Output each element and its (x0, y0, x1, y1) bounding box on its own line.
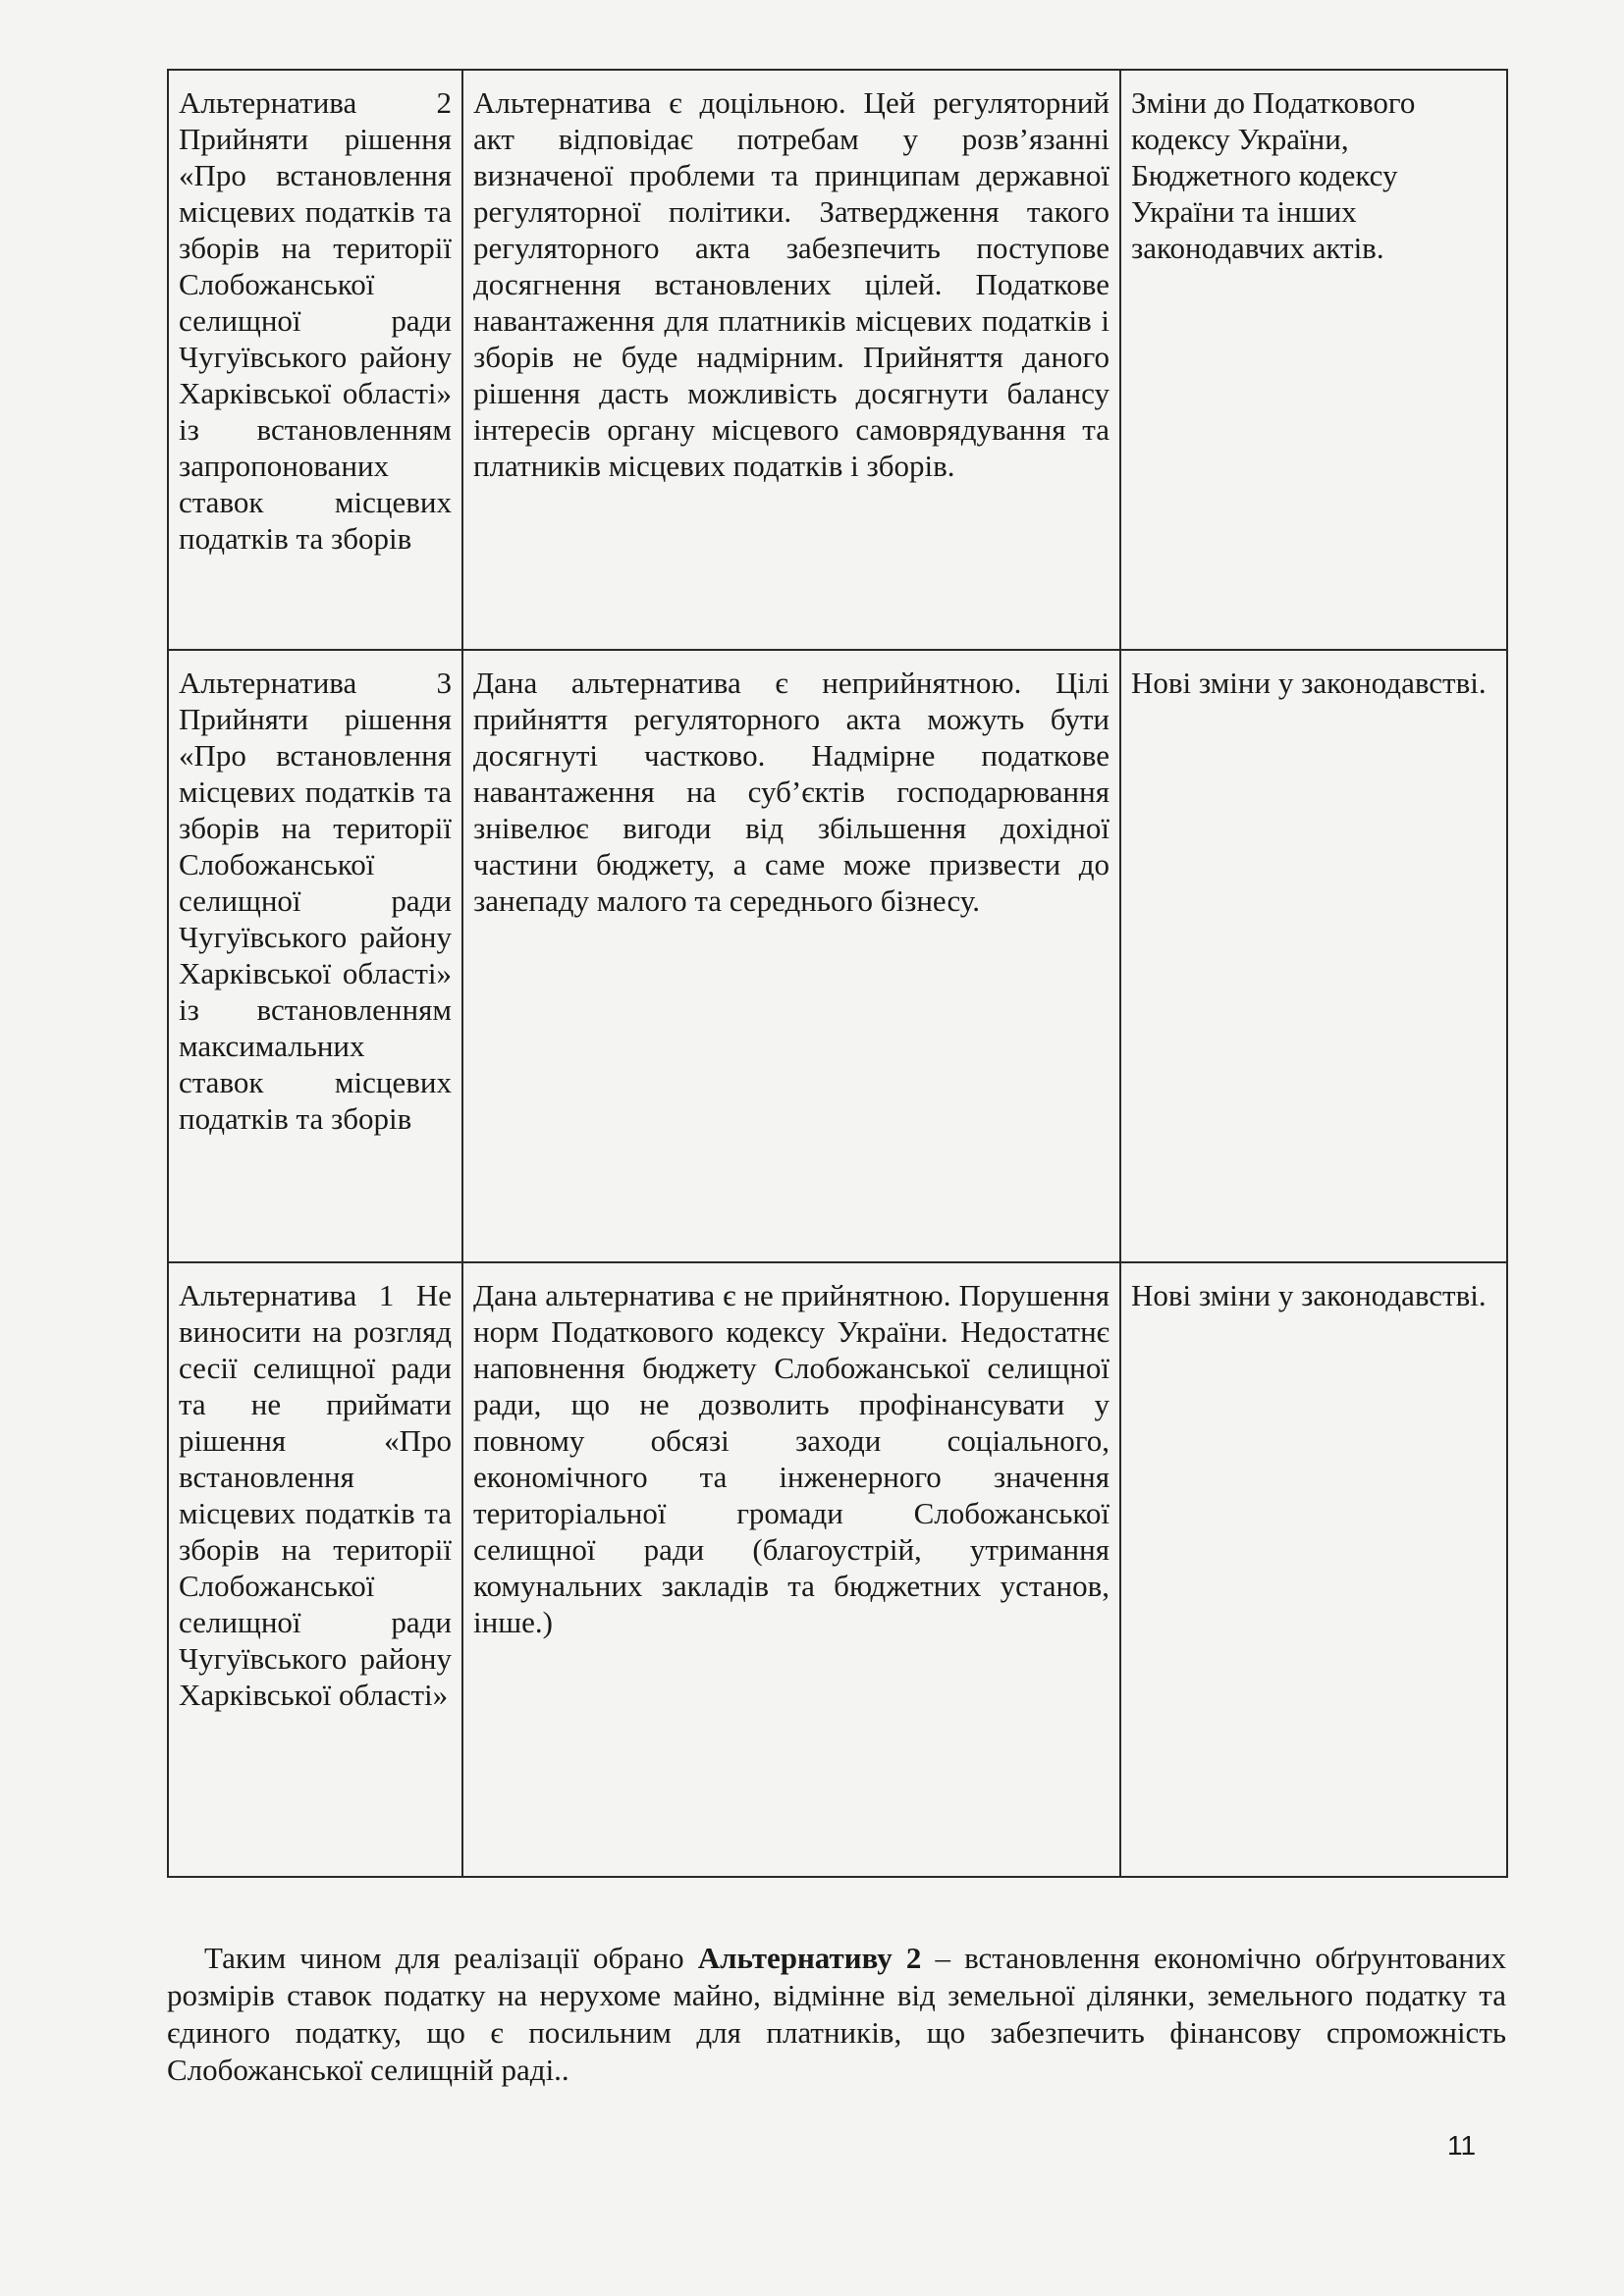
conclusion-chosen-alternative: Альтернативу 2 (697, 1941, 922, 1975)
page-number: 11 (1447, 2130, 1477, 2161)
alternatives-table (167, 69, 1508, 1878)
table-row (168, 70, 1507, 650)
assessment-cell: Дана альтернатива є не прийнятною. Порушення норм Податкового кодексу України. Недостатнє наповнення бюджету Слобожанської селищної ради, що не дозволить профінансувати у повному обсязі заходи соціального, економічного та інженерного значення територіальної громади Слобожанської селищної ради (благоустрій, утримання комунальних закладів та бюджетних установ, інше.) (462, 1262, 1120, 1877)
conclusion-text-end: – встановлення економічно обґрунтованих розмірів ставок податку на нерухоме майно, відмінне від земельної ділянки, земельного податку та єдиного податку, що є посильним для платників, що забезпечить фінансову спроможність Слобожанської селищній раді.. (167, 1941, 1506, 2087)
conclusion-text-start: Таким чином для реалізації обрано (204, 1941, 698, 1975)
note-cell: Нові зміни у законодавстві. (1120, 1262, 1507, 1877)
alternative-cell: Альтернатива 1 Не виносити на розгляд сесії селищної ради та не приймати рішення «Про встановлення місцевих податків та зборів на території Слобожанської селищної ради Чугуївського району Харківської області» (168, 1262, 462, 1877)
assessment-cell: Дана альтернатива є неприйнятною. Цілі прийняття регуляторного акта можуть бути досягнуті частково. Надмірне податкове навантаження на суб’єктів господарювання знівелює вигоди від збільшення дохідної частини бюджету, а саме може призвести до занепаду малого та середнього бізнесу. (462, 650, 1120, 1262)
table-row (168, 650, 1507, 1262)
table-row (168, 1262, 1507, 1877)
alternative-cell: Альтернатива 3 Прийняти рішення «Про встановлення місцевих податків та зборів на території Слобожанської селищної ради Чугуївського району Харківської області» із встановленням максимальних ставок місцевих податків та зборів (168, 650, 462, 1262)
alternative-cell: Альтернатива 2 Прийняти рішення «Про встановлення місцевих податків та зборів на території Слобожанської селищної ради Чугуївського району Харківської області» із встановленням запропонованих ставок місцевих податків та зборів (168, 70, 462, 650)
conclusion-paragraph (167, 1940, 1506, 2089)
note-cell: Нові зміни у законодавстві. (1120, 650, 1507, 1262)
assessment-cell: Альтернатива є доцільною. Цей регуляторний акт відповідає потребам у розв’язанні визначеної проблеми та принципам державної регуляторної політики. Затвердження такого регуляторного акта забезпечить поступове досягнення встановлених цілей. Податкове навантаження для платників місцевих податків і зборів не буде надмірним. Прийняття даного рішення дасть можливість досягнути балансу інтересів органу місцевого самоврядування та платників місцевих податків і зборів. (462, 70, 1120, 650)
note-cell: Зміни до Податкового кодексу України, Бюджетного кодексу України та інших законодавчих актів. (1120, 70, 1507, 650)
